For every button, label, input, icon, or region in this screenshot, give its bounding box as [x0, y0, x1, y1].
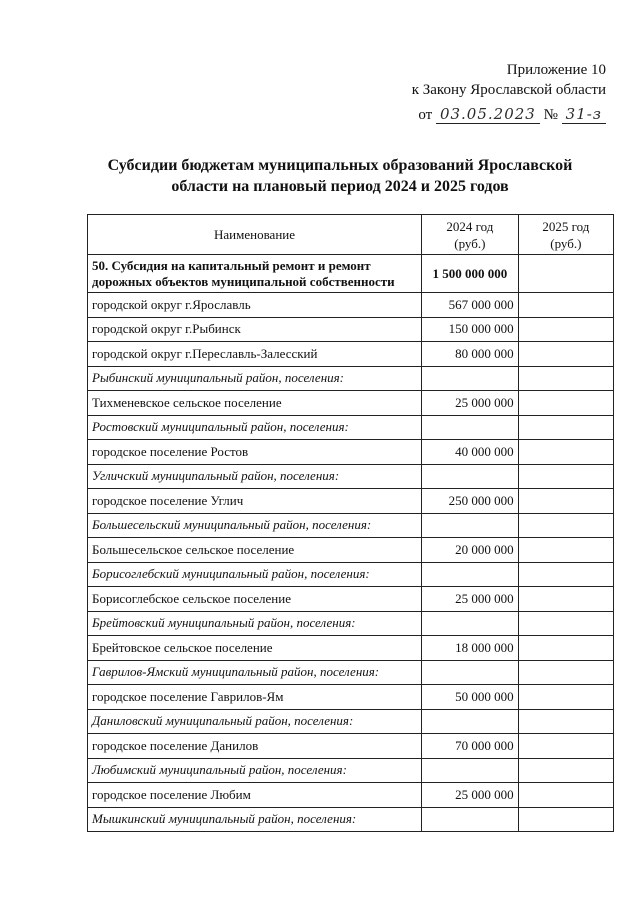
district-header-row — [88, 758, 614, 783]
date-prefix: от — [418, 107, 433, 123]
column-2025-unit: (руб.) — [550, 235, 582, 251]
district-header-row — [88, 366, 614, 391]
title-line-1: Субсидии бюджетам муниципальных образований Ярославской — [107, 157, 573, 174]
row-name: городской округ г.Рыбинск — [88, 317, 422, 342]
section-row — [88, 255, 614, 293]
row-value-2025 — [518, 366, 613, 391]
row-value-2025 — [518, 660, 613, 685]
table-row — [88, 440, 614, 465]
column-header-2025 — [518, 215, 613, 255]
table-row — [88, 734, 614, 759]
document-header — [412, 60, 606, 125]
table-row — [88, 783, 614, 808]
row-value-2025 — [518, 391, 613, 416]
row-name: Даниловский муниципальный район, поселения: — [88, 709, 422, 734]
column-2025-year: 2025 год — [542, 218, 590, 234]
handwritten-number: 31-з — [562, 105, 606, 124]
row-name: Борисоглебский муниципальный район, поселения: — [88, 562, 422, 587]
row-value-2024 — [422, 464, 519, 489]
row-value-2024 — [422, 513, 519, 538]
row-value-2025 — [518, 807, 613, 832]
row-value-2025 — [518, 636, 613, 661]
row-name: Большесельское сельское поселение — [88, 538, 422, 563]
row-value-2025 — [518, 734, 613, 759]
district-header-row — [88, 464, 614, 489]
district-header-row — [88, 709, 614, 734]
row-value-2025 — [518, 489, 613, 514]
appendix-label: Приложение 10 — [506, 62, 606, 78]
table-row — [88, 636, 614, 661]
row-value-2024 — [422, 415, 519, 440]
row-value-2025 — [518, 587, 613, 612]
district-header-row — [88, 415, 614, 440]
row-name: Борисоглебское сельское поселение — [88, 587, 422, 612]
table-row — [88, 342, 614, 367]
handwritten-date: 03.05.2023 — [436, 105, 540, 124]
subsidies-table — [87, 214, 614, 832]
row-value-2024 — [422, 807, 519, 832]
table-row — [88, 685, 614, 710]
number-prefix: № — [543, 107, 558, 123]
row-value-2024: 25 000 000 — [422, 587, 519, 612]
section-name: 50. Субсидия на капитальный ремонт и ремонт дорожных объектов муниципальной собственности — [88, 255, 422, 293]
row-value-2024 — [422, 758, 519, 783]
row-value-2024: 80 000 000 — [422, 342, 519, 367]
column-header-2024 — [422, 215, 519, 255]
row-value-2025 — [518, 562, 613, 587]
row-value-2024: 567 000 000 — [422, 293, 519, 318]
row-value-2024: 25 000 000 — [422, 391, 519, 416]
row-value-2025 — [518, 440, 613, 465]
row-name: городской округ г.Переславль-Залесский — [88, 342, 422, 367]
title-line-2: области на плановый период 2024 и 2025 годов — [171, 178, 509, 195]
row-value-2024 — [422, 366, 519, 391]
row-name: городское поселение Гаврилов-Ям — [88, 685, 422, 710]
row-name: Брейтовский муниципальный район, поселения: — [88, 611, 422, 636]
row-name: Ростовский муниципальный район, поселения: — [88, 415, 422, 440]
row-name: городское поселение Любим — [88, 783, 422, 808]
row-name: Угличский муниципальный район, поселения: — [88, 464, 422, 489]
row-value-2024: 70 000 000 — [422, 734, 519, 759]
column-header-name: Наименование — [88, 215, 422, 255]
table-header-row — [88, 215, 614, 255]
table-row — [88, 587, 614, 612]
table-row — [88, 317, 614, 342]
row-name: городское поселение Углич — [88, 489, 422, 514]
district-header-row — [88, 562, 614, 587]
row-value-2024: 150 000 000 — [422, 317, 519, 342]
row-value-2025 — [518, 513, 613, 538]
row-value-2025 — [518, 342, 613, 367]
row-value-2025 — [518, 611, 613, 636]
row-value-2025 — [518, 317, 613, 342]
column-2024-year: 2024 год — [446, 218, 494, 234]
row-value-2024: 50 000 000 — [422, 685, 519, 710]
table-row — [88, 489, 614, 514]
law-reference: к Закону Ярославской области — [411, 82, 606, 98]
row-value-2025 — [518, 464, 613, 489]
row-value-2024 — [422, 660, 519, 685]
row-name: городское поселение Ростов — [88, 440, 422, 465]
row-value-2025 — [518, 758, 613, 783]
section-value-2025 — [518, 255, 613, 293]
row-value-2024 — [422, 562, 519, 587]
row-name: Большесельский муниципальный район, поселения: — [88, 513, 422, 538]
row-name: Рыбинский муниципальный район, поселения: — [88, 366, 422, 391]
row-value-2024: 25 000 000 — [422, 783, 519, 808]
document-title — [100, 155, 580, 197]
row-value-2024: 20 000 000 — [422, 538, 519, 563]
row-name: Брейтовское сельское поселение — [88, 636, 422, 661]
section-value-2024: 1 500 000 000 — [422, 255, 519, 293]
row-value-2025 — [518, 709, 613, 734]
column-2024-unit: (руб.) — [454, 235, 486, 251]
row-name: городской округ г.Ярославль — [88, 293, 422, 318]
row-name: Тихменевское сельское поселение — [88, 391, 422, 416]
row-value-2024 — [422, 611, 519, 636]
row-value-2025 — [518, 293, 613, 318]
row-value-2024: 40 000 000 — [422, 440, 519, 465]
table-row — [88, 391, 614, 416]
row-value-2024: 18 000 000 — [422, 636, 519, 661]
table-row — [88, 538, 614, 563]
district-header-row — [88, 513, 614, 538]
row-name: Гаврилов-Ямский муниципальный район, поселения: — [88, 660, 422, 685]
date-number-line — [412, 104, 606, 125]
district-header-row — [88, 660, 614, 685]
row-value-2025 — [518, 415, 613, 440]
table-row — [88, 293, 614, 318]
row-value-2025 — [518, 538, 613, 563]
district-header-row — [88, 807, 614, 832]
row-name: Мышкинский муниципальный район, поселения: — [88, 807, 422, 832]
row-value-2025 — [518, 783, 613, 808]
row-value-2025 — [518, 685, 613, 710]
row-name: Любимский муниципальный район, поселения: — [88, 758, 422, 783]
district-header-row — [88, 611, 614, 636]
row-value-2024 — [422, 709, 519, 734]
row-value-2024: 250 000 000 — [422, 489, 519, 514]
row-name: городское поселение Данилов — [88, 734, 422, 759]
